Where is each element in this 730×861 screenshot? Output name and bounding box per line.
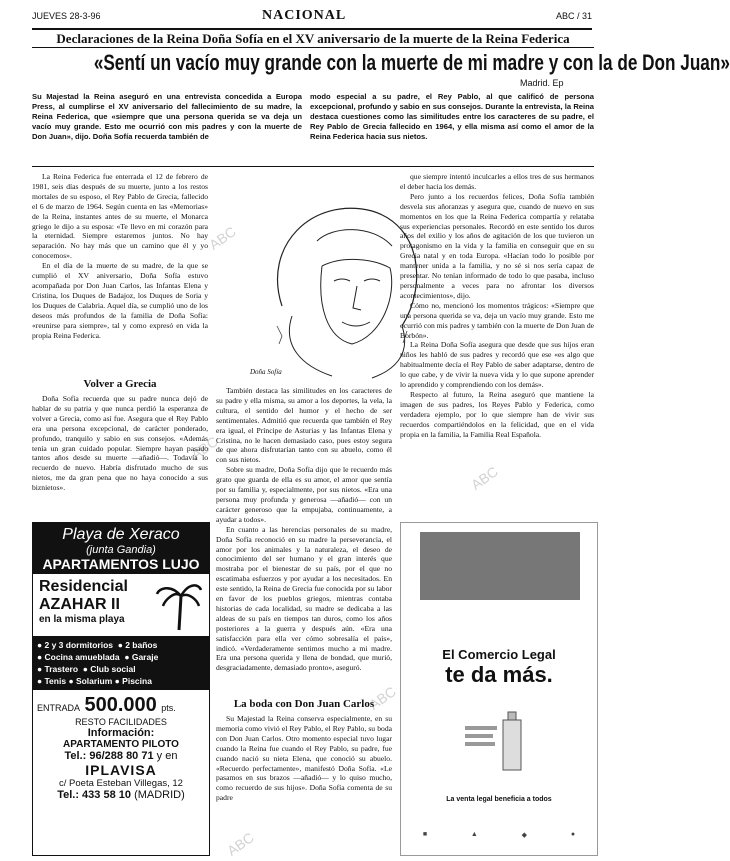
ad-sponsor-logos bbox=[401, 831, 597, 839]
page-number: ABC / 31 bbox=[555, 11, 592, 21]
column-1 bbox=[32, 172, 208, 372]
lead-right: modo especial a su padre, el Rey Pablo, al que calificó de persona excepcional, profundo y sabio en sus consejos. Durante la entrevista, la Reina destaca cuestiones como las similitudes entre los caracteres de su padre, el Rey Pablo de Grecia fallecido en 1964, y ella misma así como el amor de la Reina Federica hacia sus nietos. bbox=[310, 92, 594, 141]
sponsor-logo-icon: ◆ bbox=[521, 832, 528, 839]
ad-azahar: AZAHAR II bbox=[39, 596, 120, 613]
sponsor-logo-icon: ● bbox=[570, 831, 576, 838]
abc-watermark: ABC bbox=[224, 829, 257, 859]
ad-features-row: ● Tenis ● Solarium ● Piscina bbox=[37, 676, 152, 686]
ad-y-en: y en bbox=[156, 750, 178, 762]
ad-line-playa: Playa de Xeraco bbox=[62, 526, 180, 543]
paragraph: que siempre intentó inculcarles a ellos tres de sus hermanos el deber hacia los demás. bbox=[400, 172, 594, 191]
ad-phone-1: Tel.: 96/288 80 71 bbox=[64, 750, 154, 762]
family-photo bbox=[420, 532, 580, 600]
ad-comercio-legal: El Comercio Legal bbox=[442, 647, 556, 662]
paragraph: Doña Sofía recuerda que su padre nunca dejó de hablar de su patria y que nunca perdió la esperanza de volver a Grecia, como así fue. Asegura que el Rey Pablo era una persona excepcional, de carácter ponderado, profundo, tranquilo y sabio en sus consejos. «Además tenía un gran cuidado popular. Siempre hayan pasado tantos años desde su muerte —añadió—. Todavía lo recuerdo de nuevo. Habría disfrutado mucho de sus nietos, me da gran pena que no haya conocido a sus biznietos». bbox=[32, 394, 208, 493]
ad-address: c/ Poeta Esteban Villegas, 12 bbox=[59, 778, 183, 789]
lead-rule bbox=[32, 166, 594, 167]
ad-resto: RESTO FACILIDADES bbox=[75, 717, 167, 727]
column-3 bbox=[400, 172, 594, 512]
page-header bbox=[32, 8, 592, 30]
paragraph: Respecto al futuro, la Reina aseguró que mantiene la imagen de sus padres, los Reyes Pablo y Federica, como verdadera ejemplo, por lo que siempre han de vivir sus recuerdos compartiéndolos en la felicidad, que en el vida propia en la familia, la Familia Real Española. bbox=[400, 389, 594, 439]
section-title: NACIONAL bbox=[262, 8, 347, 23]
palm-tree-icon bbox=[155, 576, 203, 630]
ad-informacion: Información: bbox=[87, 727, 155, 739]
subhead-volver-grecia: Volver a Grecia bbox=[83, 378, 157, 390]
abc-watermark: ABC bbox=[206, 223, 239, 253]
ad-tagline: La venta legal beneficia a todos bbox=[446, 796, 552, 803]
lead-left: Su Majestad la Reina aseguró en una entrevista concedida a Europa Press, al cumplirse el XV aniversario del fallecimiento de su madre, la Reina Federica, que «siempre que una persona querida se va deja un vacío muy grande. Esto me ocurrió con mis padres y con la muerte de Don Juan», dijo. Doña Sofía recuerda también de bbox=[32, 92, 302, 141]
abc-watermark: ABC bbox=[468, 463, 501, 493]
paragraph: También destaca las similitudes en los caracteres de su padre y ella misma, su amor a los deportes, la vela, la cultura, el sentido del humor y el hecho de ser sentimentales. Admitió que recuerda que también el Rey era igual, el Príncipe de Asturias y las Infantas Elena y Cristina, no le hacen demasiado caso, pues estoy segura de que ahora disfrutarían tanto con su abuelo, como él con sus nietos. bbox=[216, 386, 392, 465]
article-byline: Madrid. Ep bbox=[520, 78, 564, 88]
portrait-caption: Doña Sofía bbox=[250, 368, 282, 376]
ad-city: (MADRID) bbox=[134, 789, 185, 801]
kicker-rule bbox=[32, 47, 594, 48]
paragraph: En cuanto a las herencias personales de su madre, Doña Sofía reconoció en su madre la perseverancia, el amor por los animales y la naturaleza, el deseo de conocimiento del ser humano y el gran interés que mostraba por el bienestar de su país, por el que no escatimaba esfuerzos y por ayudar a los necesitados. En este sentido, la Reina de Grecia fue conocida por su labor en favor de los pueblos griegos, mientras contaba historias de cada localidad, su madre se dedicaba a las aldeas de su país en tiempos tan duros, como los años posteriores a la guerra y después aún. «Era una satisfacción para ella ver cómo sobresalía el país», indicó. «Verdaderamente sentimos mucho a mi madre. Era una persona querida y llena de bondad, que murió, desgraciadamente, demasiado pronto», aseguró. bbox=[216, 524, 392, 673]
ad-features-row: ● 2 y 3 dormitorios ● 2 baños bbox=[37, 640, 158, 650]
sponsor-logo-icon: ■ bbox=[422, 831, 428, 838]
ad-features-row: ● Trastero ● Club social bbox=[37, 664, 136, 674]
ad-features-row: ● Cocina amueblada ● Garaje bbox=[37, 652, 159, 662]
ad-line-junta: (junta Gandia) bbox=[86, 544, 156, 556]
ad-currency: pts. bbox=[161, 703, 176, 713]
abc-watermark: ABC bbox=[188, 433, 221, 463]
sponsor-logo-icon: ▲ bbox=[470, 831, 478, 838]
issue-date: JUEVES 28-3-96 bbox=[32, 11, 101, 21]
ad-phone-2: Tel.: 433 58 10 bbox=[57, 789, 131, 801]
ad-entrada: ENTRADA bbox=[37, 703, 81, 713]
ad-residencial: Residencial bbox=[39, 578, 128, 595]
column-1b bbox=[32, 394, 208, 514]
paragraph: La Reina Doña Sofía asegura que desde que sus hijos eran niños les habló de sus padres y recordó que ese «es algo que habitualmente decía el Rey Pablo de saber adaptarse, dentro de lo que cabe, y de vivir la nueva vida y lo que supone aprender lo aprendido y comprendiendo con los demás». bbox=[400, 340, 594, 390]
ad-piloto: APARTAMENTO PILOTO bbox=[63, 739, 179, 750]
column-2 bbox=[216, 386, 392, 680]
ad-price: 500.000 bbox=[84, 694, 157, 716]
real-estate-ad bbox=[32, 522, 210, 856]
ad-misma-playa: en la misma playa bbox=[39, 614, 125, 625]
paragraph: La Reina Federica fue enterrada el 12 de febrero de 1981, seis días después de su muerte, junto a los restos mortales de su esposo, el Rey Pablo de Grecia, fallecido el 6 de marzo de 1964. Según cuenta en las «Memorias» de la Reina, instantes antes de su muerte, el Monarca griego le dijo a su esposa: «Te llevo en mi corazón para la eternidad. Siempre estaremos juntos. No hay separación. No hay más que un camino que él y yo conocemos». bbox=[32, 172, 208, 261]
article-kicker: Declaraciones de la Reina Doña Sofía en el XV aniversario de la muerte de la Reina Federica bbox=[56, 31, 570, 46]
paragraph: Pero junto a los recuerdos felices, Doña Sofía también desvela sus añoranzas y asegura que, cuando de nuevo en sus momentos en los que la Reina Federica compartía y relataba sus experiencias personales. Recordó en este sentido los duros años del exilio y los años de agitación de los que tuvieron un protagonismo en la vida y la familia en conseguir que en su Grecia natal y en toda Europa. «Hacían todo lo posible por mantener unida a la familia, y no sé si nos sería capaz de presentar. No tenían informado de todo lo que pasaba, incluso personalmente a veces para no afrontar los diversos acontecimientos», dijo. bbox=[400, 191, 594, 300]
paragraph: Cómo no, mencionó los momentos trágicos: «Siempre que una persona querida se va, deja un vacío muy grande. Esto me ocurrió con mis padres y también con la muerte de Don Juan de Borbón». bbox=[400, 300, 594, 340]
product-bottle-icon bbox=[459, 706, 539, 776]
ad-brand: IPLAVISA bbox=[85, 762, 157, 778]
article-headline: «Sentí un vacío muy grande con la muerte de mi madre y con la de Don Juan» bbox=[93, 50, 730, 75]
subhead-boda: La boda con Don Juan Carlos bbox=[233, 698, 375, 710]
ad-line-apartamentos: APARTAMENTOS LUJO bbox=[42, 556, 200, 572]
paragraph: Sobre su madre, Doña Sofía dijo que le recuerdo más grato que guarda de ella es su amor, el amor que sentía por su familia y, especialmente, por sus nietos. «Era una persona muy profunda y generosa —añadió— con un carácter generoso que la empujaba, continuamente, a ayudar a todos». bbox=[216, 465, 392, 524]
paragraph: Su Majestad la Reina conserva especialmente, en su memoria como vivió el Rey Pablo, el Rey Pablo, su boda con Don Juan Carlos. Otro momento especial tuvo lugar cuando la Reina fue cuando el Rey Pablo, su padre, fue cuando nació su nieta Elena, que conoció su abuelo. «Recuerdo perfectamente», manifestó Doña Sofía. «Le pasamos en sus brazos —añadió— y lo quiso mucho, como recuerdo de sus hijos». Doña Sofía comenta de su padre bbox=[216, 714, 392, 803]
ad-te-da-mas: te da más. bbox=[445, 662, 553, 687]
abc-watermark: ABC bbox=[366, 683, 399, 713]
paragraph: En el día de la muerte de su madre, de la que se cumplió el XV aniversario, Doña Sofía estuvo acompañada por Don Juan Carlos, las Infantas Elena y Cristina, los Duques de Badajoz, los Duques de Soria y los Duques de Calabria. Aquel día, se cumplió uno de los deseos más profundos de la familia de Doña Sofía: «reunirse para siempre», tal y como expresó en vida la propia Reina Federica. bbox=[32, 261, 208, 340]
